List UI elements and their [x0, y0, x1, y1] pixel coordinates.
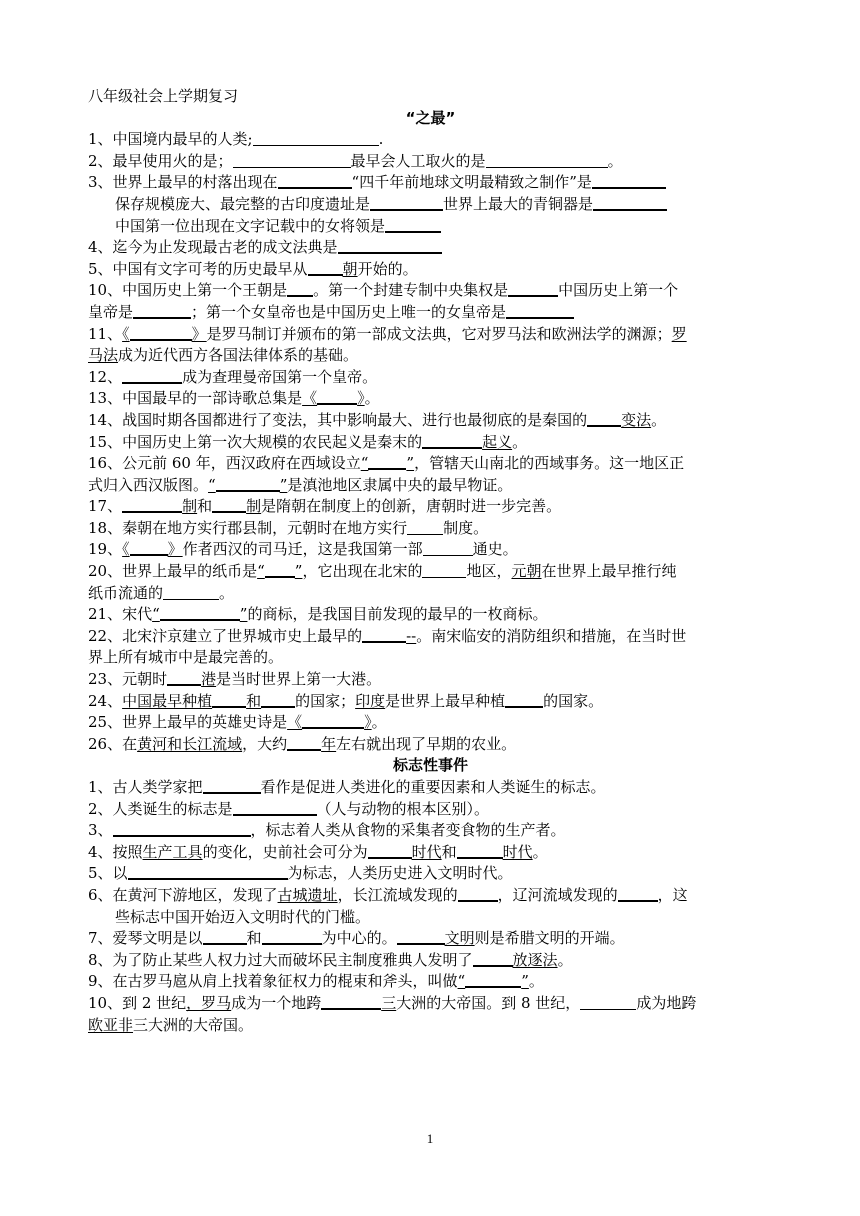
event-6: 6、在黄河下游地区，发现了古城遗址，长江流域发现的 ，辽河流域发现的 ，这 [88, 885, 688, 904]
question-19: 19、《 》作者西汉的司马迁，这是我国第一部 通史。 [88, 540, 518, 559]
event-1: 1、古人类学家把 看作是促进人类进化的重要因素和人类诞生的标志。 [88, 778, 606, 796]
question-13: 13、中国最早的一部诗歌总集是《 》。 [88, 389, 380, 408]
question-3: 3、世界上最早的村落出现在 “四千年前地球文明最精致之制作”是 [88, 172, 773, 194]
question-14: 14、战国时期各国都进行了变法，其中影响最大、进行也最彻底的是秦国的 变法。 [88, 410, 667, 429]
event-4: 4、按照生产工具的变化，史前社会可分为 时代和 时代。 [88, 842, 548, 861]
event-8: 8、为了防止某些人权力过大而破坏民主制度雅典人发明了 放逐法。 [88, 950, 573, 969]
event-10-cont: 欧亚非三大洲的大帝国。 [88, 1015, 254, 1034]
question-12: 12、 成为查理曼帝国第一个皇帝。 [88, 367, 378, 386]
question-10: 10、中国历史上第一个王朝是 。第一个封建专制中央集权是 中国历史上第一个 [88, 281, 679, 300]
event-7: 7、爱琴文明是以 和 为中心的。 文明则是希腊文明的开端。 [88, 929, 625, 948]
question-22: 22、北宋汴京建立了世界城市史上最早的 --。南宋临安的消防组织和措施，在当时世 [88, 626, 687, 645]
event-6-cont: 些标志中国开始迈入文明时代的门槛。 [115, 907, 371, 926]
question-16: 16、公元前 60 年，西汉政府在西域设立“ ”，管辖天山南北的西域事务。这一地区正 [88, 454, 685, 473]
question-26: 26、在黄河和长江流域，大约 年左右就出现了早期的农业。 [88, 734, 517, 753]
question-10-cont: 皇帝是 ；第一个女皇帝也是中国历史上唯一的女皇帝是 [88, 302, 773, 324]
question-5: 5、中国有文字可考的历史最早从 朝开始的。 [88, 259, 418, 278]
question-20: 20、世界上最早的纸币是“ ”，它出现在北宋的 地区，元朝在世界上最早推行纯 [88, 562, 677, 581]
question-4: 4、迄今为止发现最古老的成文法典是 [88, 237, 773, 259]
question-3-cont2: 中国第一位出现在文字记载中的女将领是 [88, 216, 773, 238]
event-2: 2、人类诞生的标志是 （人与动物的根本区别）。 [88, 799, 490, 818]
question-20-cont: 纸币流通的 。 [88, 583, 235, 602]
question-21: 21、宋代“ ”的商标，是我国目前发现的最早的一枚商标。 [88, 605, 548, 624]
question-2: 2、最早使用火的是； 最早会人工取火的是 。 [88, 151, 623, 170]
event-10: 10、到 2 世纪，罗马成为一个地跨 三大洲的大帝国。到 8 世纪， 成为地跨 [88, 993, 697, 1012]
question-15: 15、中国历史上第一次大规模的农民起义是秦末的 起义。 [88, 432, 528, 451]
event-3: 3、 ，标志着人类从食物的采集者变食物的生产者。 [88, 821, 566, 840]
question-11-cont: 马法成为近代西方各国法律体系的基础。 [88, 346, 359, 365]
event-9: 9、在古罗马扈从肩上找着象征权力的棍束和斧头，叫做“ ”。 [88, 972, 544, 991]
document-page [88, 86, 773, 1036]
question-16-cont: 式归入西汉版图。“ ”是滇池地区隶属中央的最早物证。 [88, 475, 513, 494]
page-number: 1 [426, 1131, 434, 1146]
document-header: 八年级社会上学期复习 [88, 87, 239, 105]
question-24: 24、中国最早种植 和 的国家；印度是世界上最早种植 的国家。 [88, 691, 604, 710]
question-25: 25、世界上最早的英雄史诗是《 》。 [88, 713, 387, 732]
question-18: 18、秦朝在地方实行郡县制，元朝时在地方实行 制度。 [88, 518, 489, 537]
question-22-cont: 界上所有城市中是最完善的。 [88, 648, 284, 667]
section-title-zhizui: “之最” [405, 108, 456, 127]
question-17: 17、 制和 制是隋朝在制度上的创新，唐朝时进一步完善。 [88, 497, 562, 516]
section-title-events: 标志性事件 [392, 756, 468, 775]
question-3-cont: 保存规模庞大、最完整的古印度遗址是 世界上最大的青铜器是 [88, 194, 773, 216]
event-5: 5、以 为标志，人类历史进入文明时代。 [88, 864, 513, 883]
question-11: 11、《 》是罗马制订并颁布的第一部成文法典，它对罗马法和欧洲法学的渊源；罗 [88, 324, 687, 343]
question-1: 1、中国境内最早的人类; . [88, 130, 384, 149]
question-23: 23、元朝时 港是当时世界上第一大港。 [88, 670, 382, 689]
